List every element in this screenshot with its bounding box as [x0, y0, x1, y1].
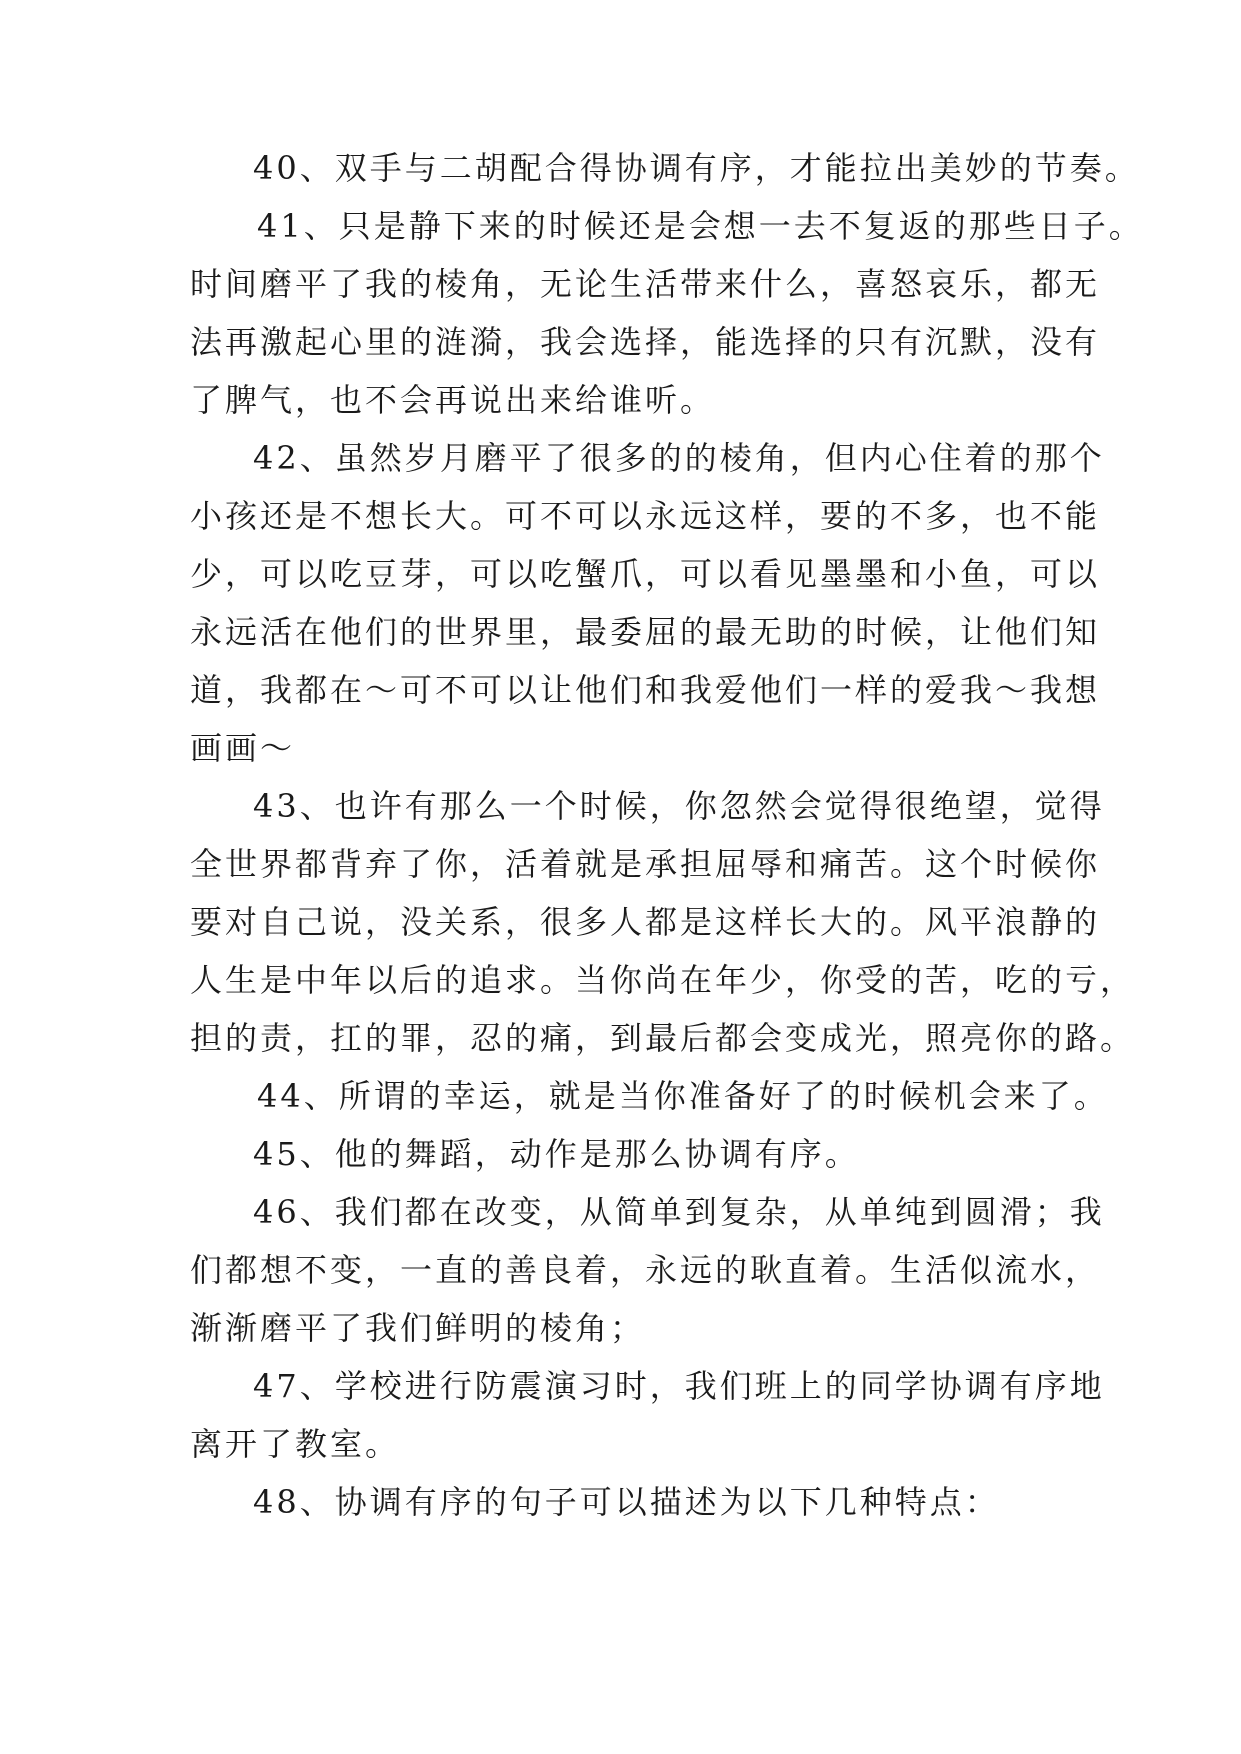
text-line: 要对自己说，没关系，很多人都是这样长大的。风平浪静的	[190, 903, 1101, 941]
text-line: 43、也许有那么一个时候，你忽然会觉得很绝望，觉得	[253, 787, 1105, 825]
text-line: 40、双手与二胡配合得协调有序，才能拉出美妙的节奏。	[253, 149, 1140, 187]
text-line: 少，可以吃豆芽，可以吃蟹爪，可以看见墨墨和小鱼，可以	[190, 555, 1101, 593]
text-line: 46、我们都在改变，从简单到复杂，从单纯到圆滑；我	[253, 1193, 1105, 1231]
text-line: 42、虽然岁月磨平了很多的的棱角，但内心住着的那个	[253, 439, 1105, 477]
text-line: 画画～	[190, 729, 296, 767]
text-line: 人生是中年以后的追求。当你尚在年少，你受的苦，吃的亏，	[190, 961, 1136, 999]
text-line: 法再激起心里的涟漪，我会选择，能选择的只有沉默，没有	[190, 323, 1101, 361]
text-line: 们都想不变，一直的善良着，永远的耿直着。生活似流水，	[190, 1251, 1101, 1289]
text-line: 了脾气，也不会再说出来给谁听。	[190, 381, 716, 419]
text-line: 44、所谓的幸运，就是当你准备好了的时候机会来了。	[257, 1077, 1109, 1115]
text-line: 渐渐磨平了我们鲜明的棱角；	[190, 1309, 646, 1347]
text-line: 全世界都背弃了你，活着就是承担屈辱和痛苦。这个时候你	[190, 845, 1101, 883]
text-line: 道，我都在～可不可以让他们和我爱他们一样的爱我～我想	[190, 671, 1101, 709]
text-line: 48、协调有序的句子可以描述为以下几种特点：	[253, 1483, 1000, 1521]
text-line: 小孩还是不想长大。可不可以永远这样，要的不多，也不能	[190, 497, 1101, 535]
text-line: 41、只是静下来的时候还是会想一去不复返的那些日子。	[257, 207, 1144, 245]
text-line: 47、学校进行防震演习时，我们班上的同学协调有序地	[253, 1367, 1105, 1405]
text-line: 时间磨平了我的棱角，无论生活带来什么，喜怒哀乐，都无	[190, 265, 1101, 303]
text-line: 45、他的舞蹈，动作是那么协调有序。	[253, 1135, 860, 1173]
text-line: 担的责，扛的罪，忍的痛，到最后都会变成光，照亮你的路。	[190, 1019, 1136, 1057]
text-line: 永远活在他们的世界里，最委屈的最无助的时候，让他们知	[190, 613, 1101, 651]
text-line: 离开了教室。	[190, 1425, 401, 1463]
